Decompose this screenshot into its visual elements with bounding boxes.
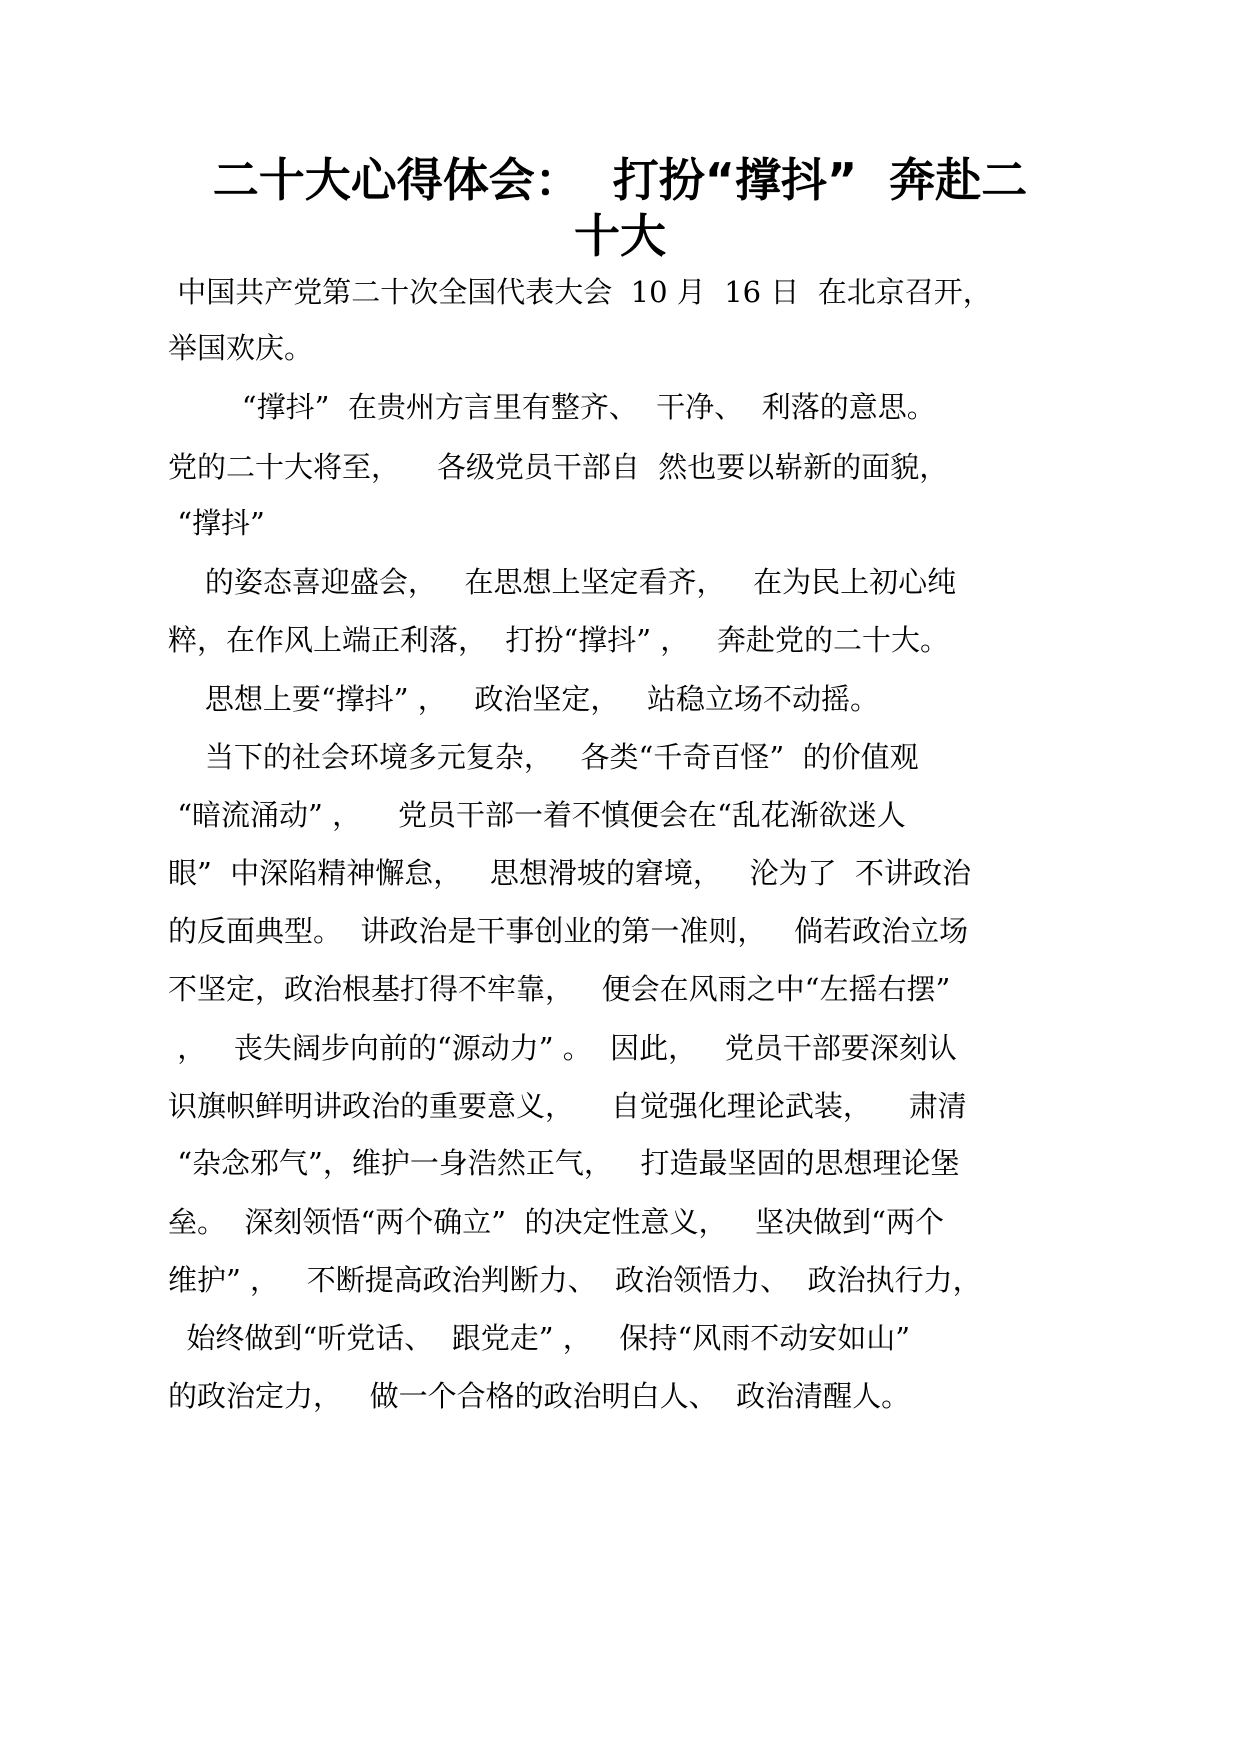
- body-line: 维护” ， 不断提高政治判断力、 政治领悟力、 政治执行力，: [168, 1263, 982, 1297]
- body-line: “杂念邪气”，维护一身浩然正气， 打造最坚固的思想理论堡: [168, 1146, 960, 1180]
- body-line: 始终做到“听党话、 跟党走” ， 保持“风雨不动安如山”: [168, 1321, 911, 1355]
- body-line: 的反面典型。 讲政治是干事创业的第一准则， 倘若政治立场: [168, 914, 969, 948]
- body-line: “撑抖” 在贵州方言里有整齐、 干净、 利落的意思。: [168, 390, 936, 424]
- body-line: “撑抖”: [168, 506, 265, 540]
- body-line: 识旗帜鲜明讲政治的重要意义， 自觉强化理论武装， 肃清: [168, 1089, 967, 1123]
- body-line: 举国欢庆。: [168, 331, 314, 365]
- document-title-line-1: 二十大心得体会： 打扮“撑抖” 奔赴二: [212, 153, 1028, 207]
- body-line: 眼” 中深陷精神懈怠， 思想滑坡的窘境， 沦为了 不讲政治: [168, 856, 972, 890]
- body-line: 粹，在作风上端正利落， 打扮“撑抖” ， 奔赴党的二十大。: [168, 623, 949, 657]
- body-line: 党的二十大将至， 各级党员干部自 然也要以崭新的面貌，: [168, 450, 949, 484]
- body-line: 的政治定力， 做一个合格的政治明白人、 政治清醒人。: [168, 1379, 911, 1413]
- document-title-line-2: 十大: [574, 209, 666, 263]
- body-line: 中国共产党第二十次全国代表大会 10 月 16 日 在北京召开，: [168, 275, 992, 309]
- body-line: 的姿态喜迎盛会， 在思想上坚定看齐， 在为民上初心纯: [168, 565, 957, 599]
- body-line: “暗流涌动” ， 党员干部一着不慎便会在“乱花渐欲迷人: [168, 798, 906, 832]
- body-line: 垒。 深刻领悟“两个确立” 的决定性意义， 坚决做到“两个: [168, 1205, 945, 1239]
- body-line: ， 丧失阔步向前的“源动力” 。 因此， 党员干部要深刻认: [168, 1031, 957, 1065]
- body-line: 当下的社会环境多元复杂， 各类“千奇百怪” 的价值观: [168, 740, 919, 774]
- body-line: 不坚定，政治根基打得不牢靠， 便会在风雨之中“左摇右摆”: [168, 972, 951, 1006]
- body-line: 思想上要“撑抖” ， 政治坚定， 站稳立场不动摇。: [168, 682, 880, 716]
